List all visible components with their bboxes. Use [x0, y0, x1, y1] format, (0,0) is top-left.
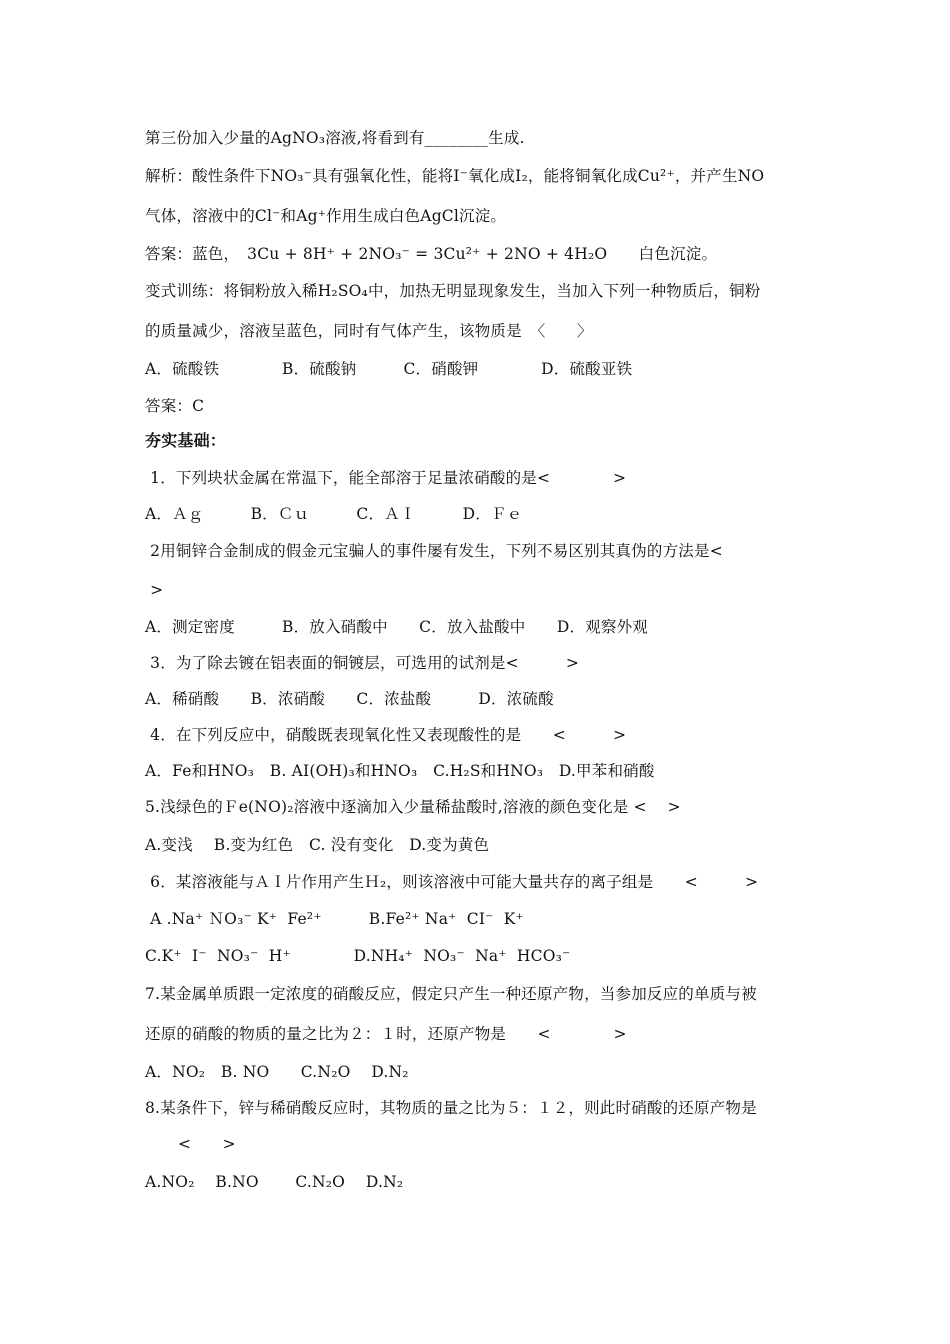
answer-line: 答案：蓝色， 3Cu + 8H⁺ + 2NO₃⁻ = 3Cu²⁺ + 2NO + 4H₂O 白色沉淀。 — [145, 245, 718, 263]
question-5-part3-text: 第三份加入少量的AgNO₃溶液,将看到有________生成. — [145, 129, 525, 147]
q6-options-ab: A .Na⁺ ＮO₃⁻ K⁺ Fe²⁺ B.Fe²⁺ Na⁺ CI⁻ K⁺ — [145, 910, 524, 928]
q8-text: 8.某条件下，锌与稀硝酸反应时，其物质的量之比为５：１２，则此时硝酸的还原产物是 — [145, 1099, 757, 1117]
variant-options: A．硫酸铁 B．硫酸钠 C．硝酸钾 D．硫酸亚铁 — [145, 360, 633, 378]
q7-text: 7.某金属单质跟一定浓度的硝酸反应，假定只产生一种还原产物，当参加反应的单质与被 — [145, 985, 757, 1003]
q4-text: 4．在下列反应中，硝酸既表现氧化性又表现酸性的是 < > — [145, 726, 627, 744]
section-heading: 夯实基础： — [145, 431, 227, 450]
q2-text: 2用铜锌合金制成的假金元宝骗人的事件屡有发生，下列不易区别其真伪的方法是< — [145, 542, 723, 560]
q1-options: A．Ａｇ B．Ｃｕ C．ＡＩ D．Ｆｅ — [145, 505, 523, 523]
q6-options-cd: C.K⁺ I⁻ NO₃⁻ H⁺ D.NH₄⁺ NO₃⁻ Na⁺ HCO₃⁻ — [145, 947, 571, 965]
q2-options: A．测定密度 B．放入硝酸中 C．放入盐酸中 D．观察外观 — [145, 618, 648, 636]
analysis-line-1: 解析：酸性条件下NO₃⁻具有强氧化性，能将I⁻氧化成I₂，能将铜氧化成Cu²⁺，并产生NO — [145, 167, 765, 185]
q7-text-cont: 还原的硝酸的物质的量之比为２：１时，还原产物是 < > — [145, 1025, 627, 1043]
variant-training-line-1: 变式训练：将铜粉放入稀H₂SO₄中，加热无明显现象发生，当加入下列一种物质后，铜粉 — [145, 282, 761, 300]
q6-text: 6．某溶液能与ＡＩ片作用产生Ｈ₂，则该溶液中可能大量共存的离子组是 < > — [145, 873, 759, 891]
q1-text: 1．下列块状金属在常温下，能全部溶于足量浓硝酸的是< > — [145, 469, 627, 487]
q3-text: 3．为了除去镀在铝表面的铜镀层，可选用的试剂是< > — [145, 654, 580, 672]
variant-answer: 答案：C — [145, 397, 205, 415]
q8-text-cont: < > — [178, 1135, 236, 1153]
q4-options: A．Fe和HNO₃ B. AI(OH)₃和HNO₃ C.H₂S和HNO₃ D.甲苯和硝酸 — [145, 762, 655, 780]
q8-options: A.NO₂ B.NO C.N₂O D.N₂ — [145, 1173, 404, 1191]
q5-text: 5.浅绿色的Ｆe(NO)₂溶液中逐滴加入少量稀盐酸时,溶液的颜色变化是 < > — [145, 798, 681, 816]
q5-options: A.变浅 B.变为红色 C. 没有变化 D.变为黄色 — [145, 836, 490, 854]
analysis-line-2: 气体，溶液中的Cl⁻和Ag⁺作用生成白色AgCl沉淀。 — [145, 207, 507, 225]
variant-training-line-2: 的质量减少，溶液呈蓝色，同时有气体产生，该物质是 〈 〉 — [145, 322, 593, 340]
q2-text-cont: > — [145, 581, 164, 599]
q7-options: A．NO₂ B. NO C.N₂O D.N₂ — [145, 1063, 409, 1081]
q3-options: A．稀硝酸 B．浓硝酸 C．浓盐酸 D．浓硫酸 — [145, 690, 554, 708]
